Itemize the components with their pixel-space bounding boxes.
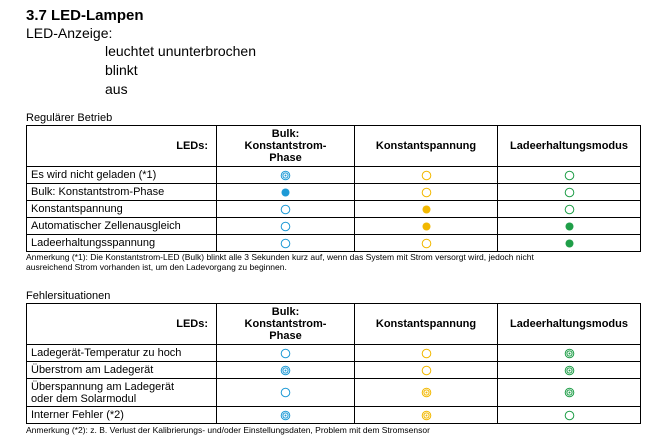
legend-item-blink: blinkt [105,62,138,78]
led-cell [498,167,641,184]
konstant-header: Konstantspannung [355,304,498,345]
section-label-faults: Fehlersituationen [26,290,111,302]
bulk-header-line: Phase [269,330,302,342]
led-cell [355,345,498,362]
row-label-line: oder dem Solarmodul [31,392,137,405]
led-cell [217,201,355,218]
note-line: Anmerkung (*1): Die Konstantstrom-LED (Bulk) blinkt alle 3 Sekunden kurz auf, wenn das System mit Strom versorgt wird, jedoch nicht [26,252,534,262]
led-cell [355,218,498,235]
table-row [27,379,641,407]
led-cell [355,167,498,184]
led-indicator-icon [564,365,575,376]
led-cell [498,345,641,362]
led-cell [498,379,641,407]
led-indicator-icon [280,187,291,198]
table-row [27,345,641,362]
led-indicator-icon [564,348,575,359]
led-cell [498,407,641,424]
table-row [27,362,641,379]
table-header-row [27,126,641,167]
led-cell [217,167,355,184]
led-indicator-icon [564,187,575,198]
led-cell [217,218,355,235]
ladeerhaltung-header: Ladeerhaltungsmodus [498,126,641,167]
led-cell [498,184,641,201]
led-indicator-icon [421,365,432,376]
led-indicator-icon [564,238,575,249]
led-indicator-icon [564,170,575,181]
row-label: Ladeerhaltungsspannung [27,235,217,252]
row-label: Es wird nicht geladen (*1) [27,167,217,184]
led-indicator-icon [564,204,575,215]
row-label: Überstrom am Ladegerät [27,362,217,379]
row-label: Konstantspannung [27,201,217,218]
led-cell [355,201,498,218]
table-header-row [27,304,641,345]
led-indicator-icon [280,410,291,421]
row-label: Bulk: Konstantstrom-Phase [27,184,217,201]
led-indicator-icon [421,410,432,421]
note-line: ausreichend Strom vorhanden ist, um den Ladevorgang zu beginnen. [26,262,287,272]
led-cell [355,362,498,379]
led-indicator-icon [564,221,575,232]
led-cell [498,218,641,235]
bulk-header-line: Bulk: [271,128,300,140]
led-indicator-icon [421,204,432,215]
led-indicator-icon [280,387,291,398]
bulk-header-line: Bulk: [271,306,300,318]
led-indicator-icon [421,187,432,198]
led-indicator-icon [421,348,432,359]
led-indicator-icon [421,170,432,181]
bulk-header-line: Phase [269,152,302,164]
legend-item-on: leuchtet ununterbrochen [105,43,256,59]
leds-header: LEDs: [27,304,217,345]
led-cell [217,184,355,201]
row-label-line: Überspannung am Ladegerät [31,380,175,393]
ladeerhaltung-header: Ladeerhaltungsmodus [498,304,641,345]
table-row [27,218,641,235]
led-cell [217,235,355,252]
bulk-header-line: Konstantstrom- [244,140,327,152]
led-indicator-icon [564,387,575,398]
page-title: 3.7 LED-Lampen [26,7,144,24]
led-indicator-icon [280,238,291,249]
led-cell [355,184,498,201]
led-indicator-icon [280,204,291,215]
table-row [27,235,641,252]
section-label-regular: Regulärer Betrieb [26,112,113,124]
led-cell [355,235,498,252]
led-indicator-icon [280,348,291,359]
bulk-header [217,304,355,345]
table-row [27,184,641,201]
leds-header: LEDs: [27,126,217,167]
led-cell [355,379,498,407]
led-cell [498,201,641,218]
led-indicator-icon [564,410,575,421]
row-label: Ladegerät-Temperatur zu hoch [27,345,217,362]
led-cell [217,362,355,379]
led-cell [217,379,355,407]
led-indicator-icon [421,387,432,398]
row-label [27,379,217,407]
table-row [27,167,641,184]
konstant-header: Konstantspannung [355,126,498,167]
led-cell [498,235,641,252]
table-row [27,407,641,424]
led-cell [217,407,355,424]
bulk-header-line: Konstantstrom- [244,318,327,330]
led-indicator-icon [280,170,291,181]
row-label: Automatischer Zellenausgleich [27,218,217,235]
led-indicator-icon [280,365,291,376]
regular-table [26,125,641,252]
table-row [27,201,641,218]
row-label: Interner Fehler (*2) [27,407,217,424]
note-1 [26,252,656,272]
bulk-header [217,126,355,167]
led-indicator-icon [421,238,432,249]
legend-title: LED-Anzeige: [26,25,113,41]
led-indicator-icon [421,221,432,232]
led-cell [217,345,355,362]
led-cell [355,407,498,424]
note-2: Anmerkung (*2): z. B. Verlust der Kalibrierungs- und/oder Einstellungsdaten, Problem mit dem Stromsensor [26,425,430,435]
faults-table [26,303,641,424]
led-indicator-icon [280,221,291,232]
legend-item-off: aus [105,81,128,97]
led-cell [498,362,641,379]
